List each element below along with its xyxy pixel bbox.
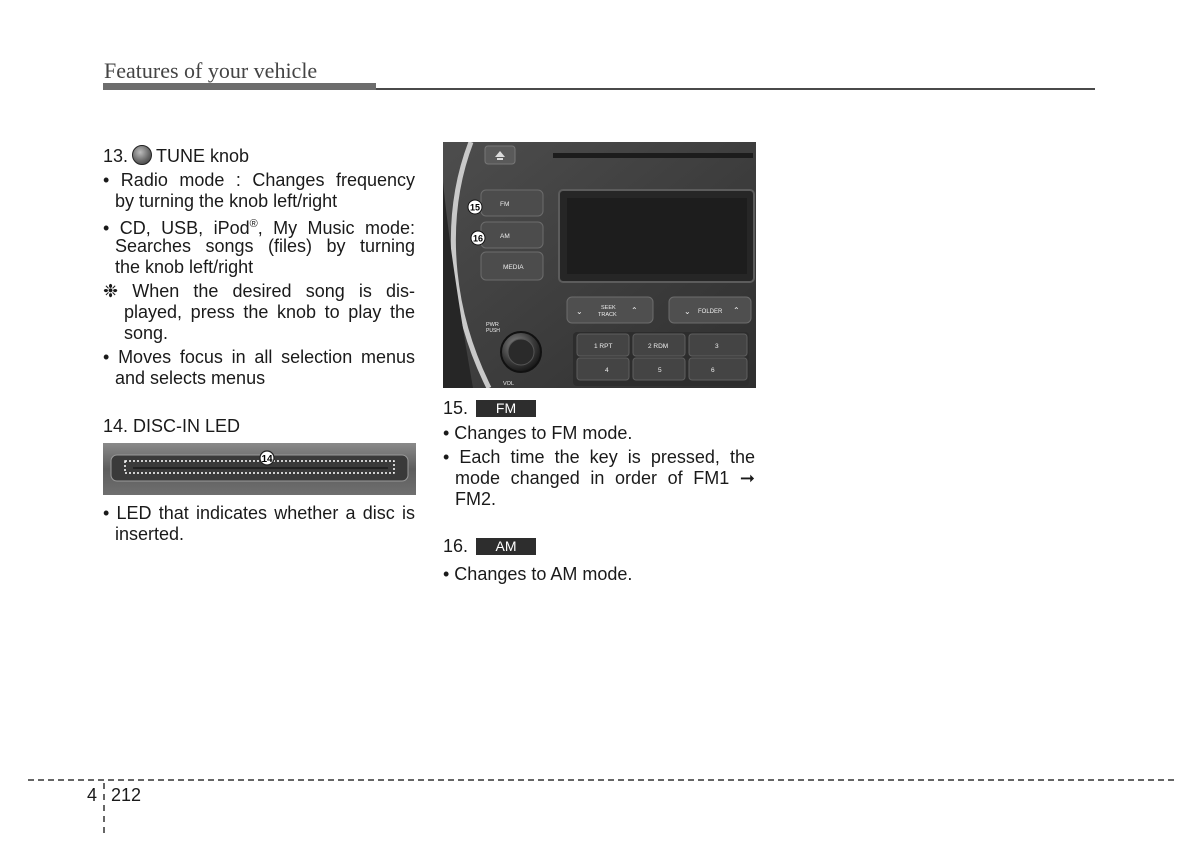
fm-bullet-2-line2: mode changed in order of FM1 ➞ bbox=[455, 468, 755, 488]
tune-bullet-radio-line2: by turning the knob left/right bbox=[115, 191, 338, 211]
callout-15-label: 15 bbox=[469, 202, 481, 213]
preset-4-label: 4 bbox=[605, 367, 609, 374]
radio-panel-photo bbox=[443, 142, 756, 388]
am-bullet-1: • Changes to AM mode. bbox=[443, 564, 633, 584]
tune-bullet-cd-line3: the knob left/right bbox=[115, 257, 254, 277]
tune-note-line1: ❉ When the desired song is dis- bbox=[103, 281, 415, 301]
preset-3-label: 3 bbox=[715, 343, 719, 350]
preset-6-label: 6 bbox=[711, 367, 715, 374]
fm-bullet-1: • Changes to FM mode. bbox=[443, 423, 633, 443]
fm-heading bbox=[443, 398, 755, 419]
footer-page-number: 212 bbox=[111, 785, 142, 805]
fm-heading-number: 15. bbox=[443, 398, 469, 418]
registered-mark: ® bbox=[249, 218, 258, 230]
footer-dashed-rule bbox=[28, 779, 1174, 781]
svg-text:⌄: ⌄ bbox=[576, 307, 583, 316]
am-heading-number: 16. bbox=[443, 536, 469, 556]
svg-text:⌄: ⌄ bbox=[684, 307, 691, 316]
tune-note-line2: played, press the knob to play the bbox=[124, 302, 415, 322]
svg-text:⌃: ⌃ bbox=[733, 306, 740, 315]
tune-bullet-cd-text: • CD, USB, iPod bbox=[103, 218, 250, 238]
tune-heading-label: TUNE knob bbox=[156, 146, 250, 166]
preset-2-label: 2 RDM bbox=[648, 343, 669, 350]
page-header-title: Features of your vehicle bbox=[104, 58, 318, 83]
tune-bullet-radio-line1: • Radio mode : Changes frequency bbox=[103, 170, 415, 190]
pwr-label-2: PUSH bbox=[486, 328, 500, 334]
tune-bullet-focus-line2: and selects menus bbox=[115, 368, 266, 388]
tune-heading-number: 13. bbox=[103, 146, 129, 166]
tune-knob-icon bbox=[132, 145, 152, 165]
am-heading bbox=[443, 536, 755, 557]
fm-badge: FM bbox=[476, 400, 536, 417]
disc-bullet-line2: inserted. bbox=[115, 524, 185, 544]
seek-label-1: SEEK bbox=[601, 305, 616, 311]
radio-btn-am-label: AM bbox=[500, 233, 510, 240]
tune-note-line3: song. bbox=[124, 323, 169, 343]
header-rule-thin bbox=[376, 88, 1095, 90]
tune-bullet-cd-text-post: , My Music mode: bbox=[257, 218, 416, 238]
footer-vertical-dash bbox=[103, 783, 105, 833]
fm-bullet-2-line1: • Each time the key is pressed, the bbox=[443, 447, 755, 467]
preset-5-label: 5 bbox=[658, 367, 662, 374]
tune-bullet-focus-line1: • Moves focus in all selection menus bbox=[103, 347, 415, 367]
folder-label: FOLDER bbox=[698, 309, 723, 315]
am-badge: AM bbox=[476, 538, 536, 555]
callout-14-label: 14 bbox=[261, 454, 273, 465]
tune-bullet-cd-line2: Searches songs (files) by turning bbox=[115, 236, 415, 256]
tune-heading bbox=[103, 145, 415, 167]
radio-btn-fm-label: FM bbox=[500, 201, 510, 208]
fm-bullet-2-line3: FM2. bbox=[455, 489, 497, 509]
footer-chapter-number: 4 bbox=[87, 785, 98, 805]
vol-label: VOL bbox=[503, 381, 515, 387]
seek-label-2: TRACK bbox=[598, 312, 617, 318]
pwr-label-1: PWR bbox=[486, 322, 499, 328]
disc-bullet-line1: • LED that indicates whether a disc is bbox=[103, 503, 415, 523]
header-rule-thick bbox=[103, 83, 376, 90]
svg-text:⌃: ⌃ bbox=[631, 306, 638, 315]
radio-btn-media-label: MEDIA bbox=[503, 264, 524, 271]
preset-1-label: 1 RPT bbox=[594, 343, 613, 350]
disc-heading: 14. DISC-IN LED bbox=[103, 416, 241, 436]
disc-led-photo bbox=[103, 443, 416, 495]
callout-16-label: 16 bbox=[472, 233, 484, 244]
